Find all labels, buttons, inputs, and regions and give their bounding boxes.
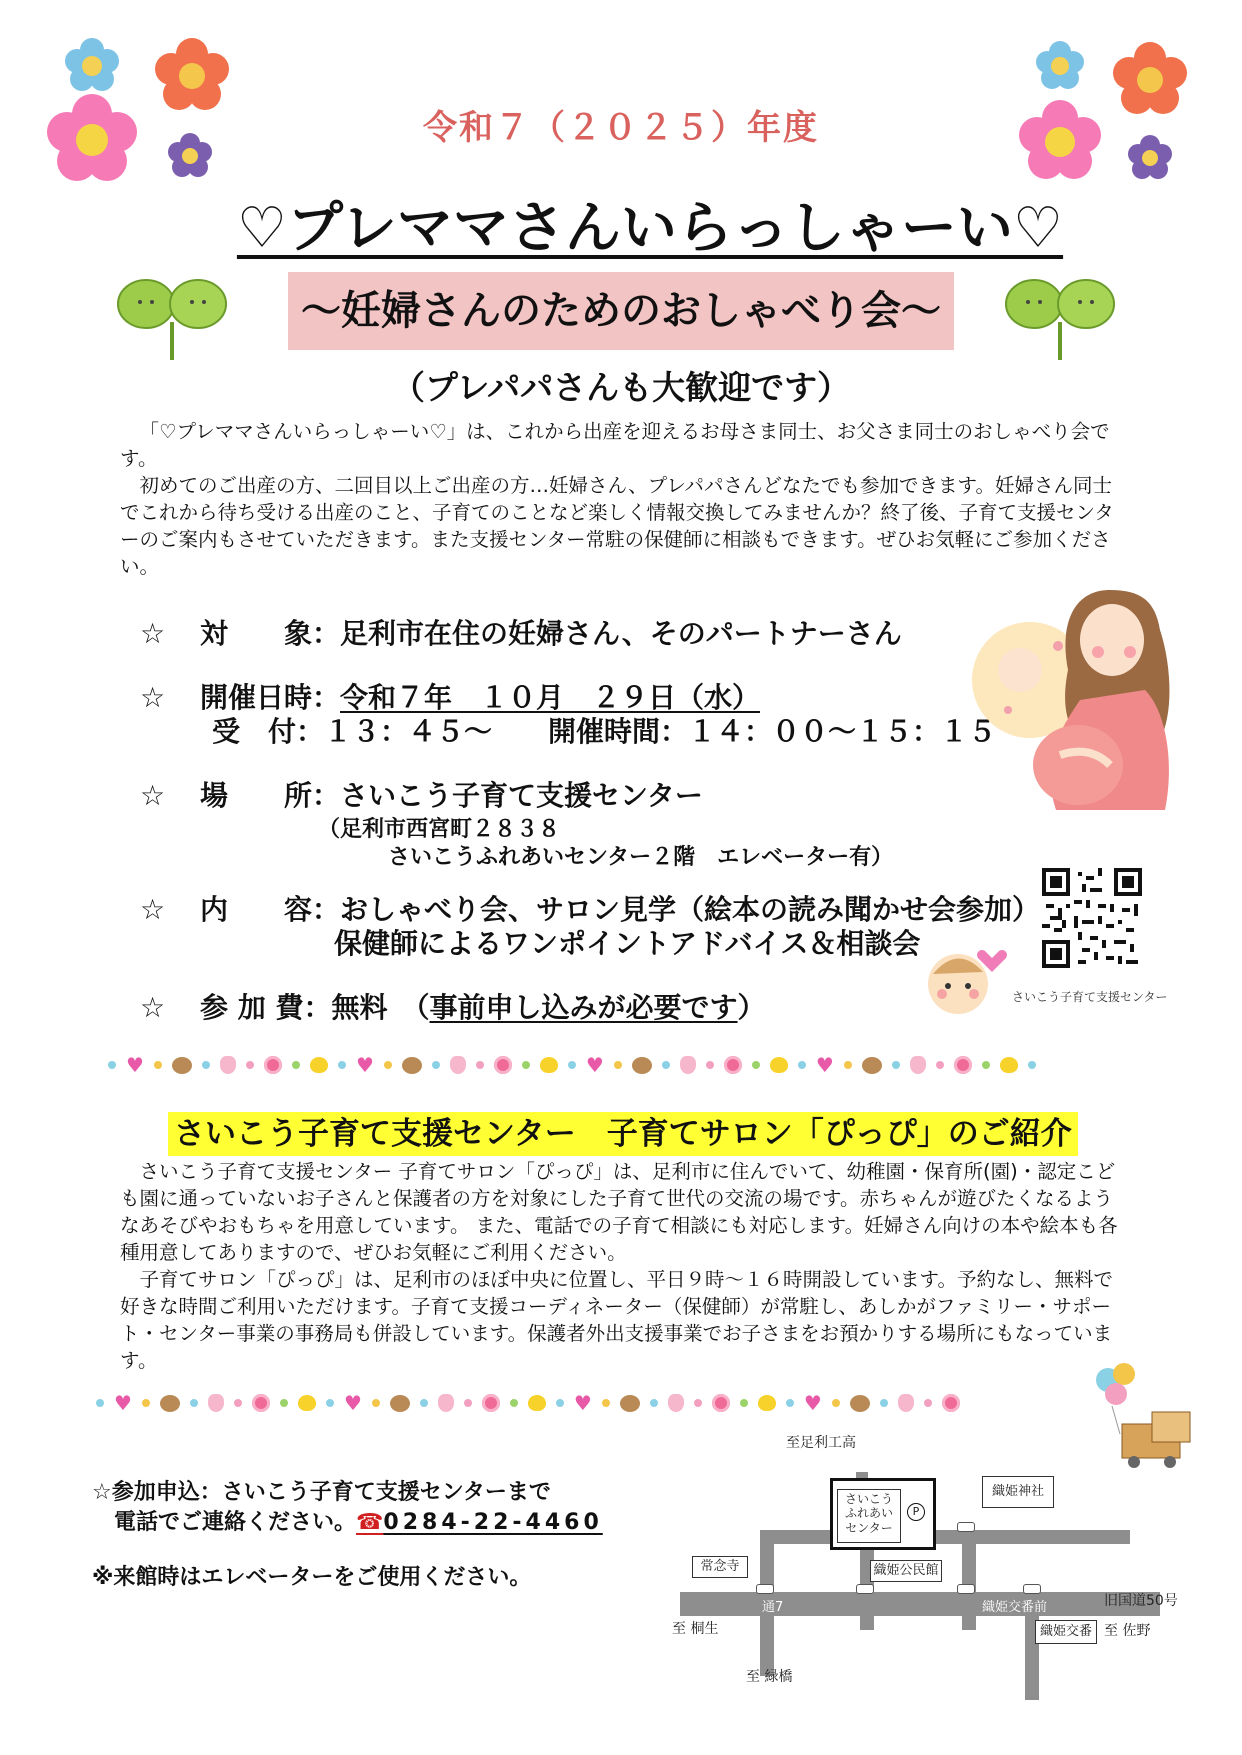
application-line: ☆参加申込：さいこう子育て支援センターまで xyxy=(92,1480,551,1505)
center-name-line: ふれあい xyxy=(844,1506,893,1521)
fee-row xyxy=(140,986,766,1026)
star-icon: ☆ xyxy=(140,893,166,926)
intro-text xyxy=(120,418,1130,580)
access-map xyxy=(660,1420,1220,1700)
salon-paragraph: 子育てサロン「ぴっぴ」は、足利市のほぼ中央に位置し、平日９時～１６時開設しています。予約なし、無料で好きな時間ご利用いただけます。子育て支援コーディネーター（保健師）が常駐し、あしかがファミリー・サポート・センター事業の事務局も併設しています。保護者外出支援事業でお子さまをお預かりする場所にもなっています。 xyxy=(120,1268,1113,1372)
date-label: 開催日時： xyxy=(200,681,341,714)
phone-number[interactable]: 0284-22-4460 xyxy=(383,1510,603,1535)
date-value: 令和７年 １０月 ２９日（水） xyxy=(340,681,761,714)
star-icon: ☆ xyxy=(140,681,166,714)
traffic-signal-icon xyxy=(957,1522,975,1532)
reception-label: 受 付 xyxy=(212,715,297,748)
baby-illustration xyxy=(918,936,1018,1026)
map-label-to-kiryu: 至 桐生 xyxy=(672,1621,719,1637)
fee-value: 無料 （ xyxy=(331,991,430,1024)
reception-row xyxy=(212,710,996,750)
map-label-route50: 旧国道50号 xyxy=(1104,1593,1178,1609)
sprout-icon xyxy=(1004,272,1116,364)
qr-caption: さいこう子育て支援センター xyxy=(1012,990,1168,1004)
star-icon: ☆ xyxy=(140,991,166,1024)
sprout-icon xyxy=(116,272,228,364)
pregnant-mother-illustration xyxy=(960,560,1180,830)
center-name-line: センター xyxy=(845,1520,893,1535)
decorative-divider: ♥ ♥ ♥ ♥ xyxy=(96,1392,1076,1414)
place-row xyxy=(140,774,703,814)
salon-paragraph: さいこう子育て支援センター 子育てサロン「ぴっぴ」は、足利市に住んでいて、幼稚園・保育所(園)・認定こども園に通っていないお子さんと保護者の方を対象にした子育て世代の交流の場です。赤ちゃんが遊びたくなるようなあそびやおもちゃを用意しています。 また、電話での子育て相談にも対応します。妊婦さん向けの本や絵本も各種用意してありますので、ぜひお気軽にご利用ください。 xyxy=(120,1160,1118,1264)
map-label-temple: 常念寺 xyxy=(692,1556,748,1578)
prepapa-welcome: （プレパパさんも大歓迎です） xyxy=(391,368,851,407)
parking-icon: P xyxy=(907,1503,925,1521)
place-label: 場 所： xyxy=(200,779,341,812)
traffic-signal-icon xyxy=(756,1584,774,1594)
center-name-line: さいこう xyxy=(844,1492,893,1506)
map-label-to-midoribashi: 至 緑橋 xyxy=(746,1669,793,1685)
place-value: さいこう子育て支援センター xyxy=(340,779,703,812)
saiko-center-marker xyxy=(830,1478,936,1550)
phone-icon: ☎ xyxy=(356,1510,384,1535)
salon-text xyxy=(120,1158,1130,1374)
phone-instruction: 電話でご連絡ください。 xyxy=(114,1510,357,1535)
elevator-note: ※来館時はエレベーターをご使用ください。 xyxy=(92,1565,532,1590)
address-line: （足利市西宮町２８３８ xyxy=(318,817,561,842)
flower-icon xyxy=(1036,41,1084,89)
fiscal-year: 令和７（２０２５）年度 xyxy=(423,108,819,148)
qr-code[interactable] xyxy=(1042,868,1142,968)
content-value: おしゃべり会、サロン見学（絵本の読み聞かせ会参加） xyxy=(340,893,1041,926)
map-label-shrine: 織姫神社 xyxy=(982,1476,1054,1508)
main-road xyxy=(680,1592,1160,1616)
intro-paragraph: 「♡プレママさんいらっしゃーい♡」は、これから出産を迎えるお母さま同士、お父さま同士のおしゃべり会です。 xyxy=(120,420,1110,470)
map-label-to-kogyo: 至足利工高 xyxy=(786,1435,856,1451)
reception-value: ：１３：４５～ 開催時間：１４：００～１５：１５ xyxy=(296,715,997,748)
target-row xyxy=(140,612,902,652)
fee-note: 事前申し込みが必要です xyxy=(429,991,738,1024)
map-label-kominkan: 織姫公民館 xyxy=(870,1560,942,1582)
traffic-signal-icon xyxy=(1023,1584,1041,1594)
address-line: さいこうふれあいセンター２階 エレベーター有） xyxy=(388,845,894,870)
map-label-koban-mae: 織姫交番前 xyxy=(982,1600,1048,1615)
star-icon: ☆ xyxy=(140,779,166,812)
salon-heading: さいこう子育て支援センター 子育てサロン「ぴっぴ」のご紹介 xyxy=(168,1112,1078,1156)
intro-paragraph: 初めてのご出産の方、二回目以上ご出産の方…妊婦さん、プレパパさんどなたでも参加できます。妊婦さん同士でこれから待ち受ける出産のこと、子育てのことなど楽しく情報交換してみませんか？終了後、子育て支援センターのご案内もさせていただきます。また支援センター常駐の保健師に相談もできます。ぜひお気軽にご参加ください。 xyxy=(120,474,1114,578)
subtitle-banner: ～妊婦さんのためのおしゃべり会～ xyxy=(288,272,954,350)
decorative-divider: ♥ ♥ ♥ ♥ xyxy=(108,1054,1138,1076)
page-title: ♡プレママさんいらっしゃーい♡ xyxy=(236,196,1064,261)
traffic-signal-icon xyxy=(856,1584,874,1594)
map-label-dori7: 通7 xyxy=(762,1600,784,1615)
fee-label: 参 加 費： xyxy=(200,991,332,1024)
map-label-to-sano: 至 佐野 xyxy=(1104,1623,1151,1639)
map-label-koban: 織姫交番 xyxy=(1035,1620,1097,1644)
content-row-2: 保健師によるワンポイントアドバイス＆相談会 xyxy=(334,927,921,960)
flower-icon xyxy=(65,38,119,91)
star-icon: ☆ xyxy=(140,617,166,650)
fee-close: ） xyxy=(737,991,766,1024)
target-value: 足利市在住の妊婦さん、そのパートナーさん xyxy=(340,617,902,650)
road xyxy=(760,1530,1130,1544)
phone-line xyxy=(92,1508,603,1538)
traffic-signal-icon xyxy=(957,1584,975,1594)
target-label: 対 象： xyxy=(200,617,341,650)
application-info xyxy=(92,1478,603,1538)
content-label: 内 容： xyxy=(200,893,341,926)
